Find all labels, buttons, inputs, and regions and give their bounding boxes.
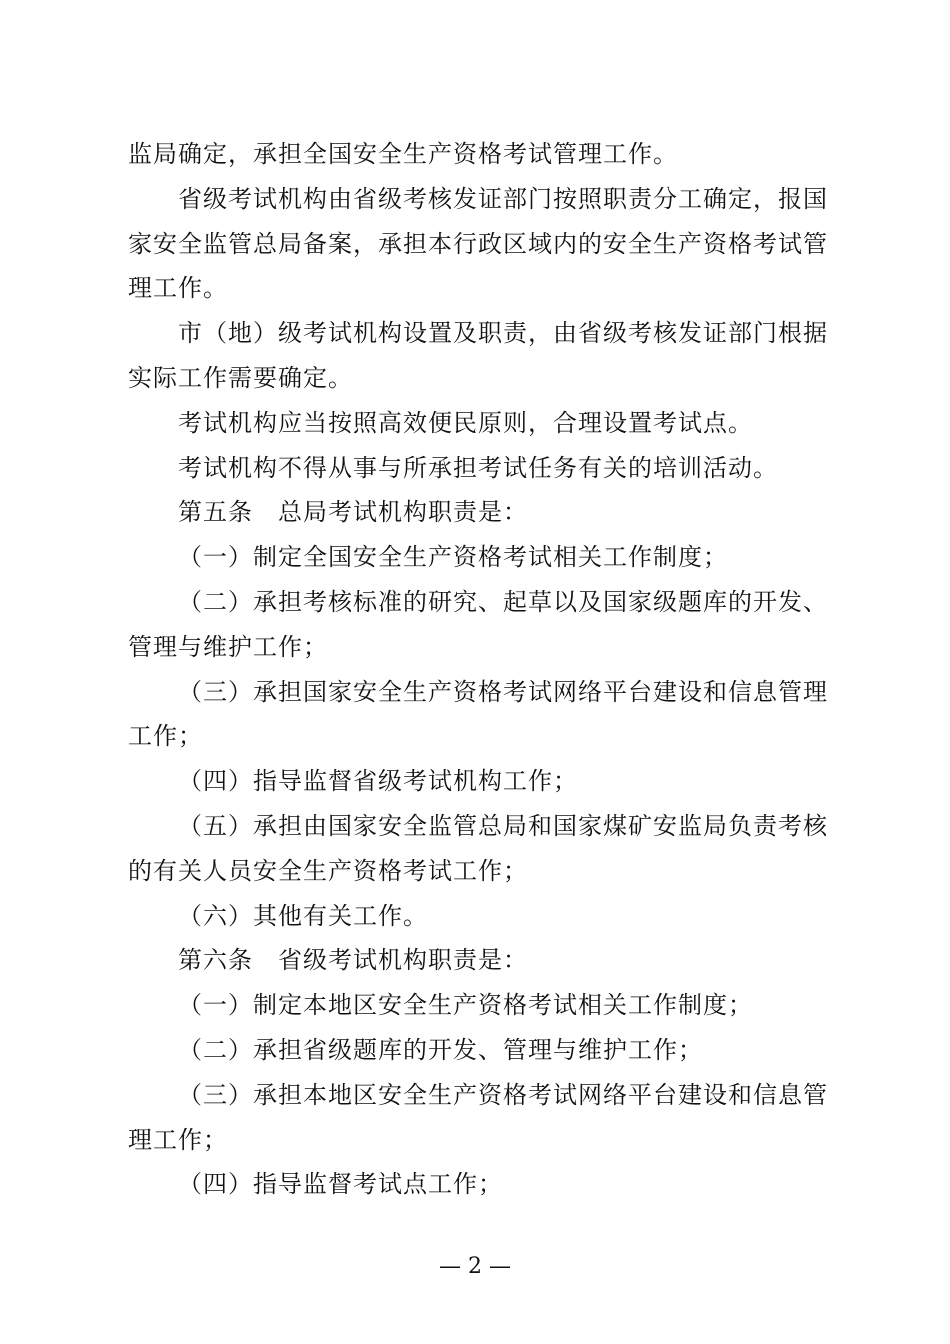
paragraph-3: 市（地）级考试机构设置及职责，由省级考核发证部门根据实际工作需要确定。 — [128, 319, 828, 392]
article-6-item-3: （三）承担本地区安全生产资格考试网络平台建设和信息管理工作； — [128, 1080, 828, 1154]
paragraph-1: 监局确定，承担全国安全生产资格考试管理工作。 — [128, 140, 678, 168]
article-6-item-2: （二）承担省级题库的开发、管理与维护工作； — [178, 1035, 703, 1064]
paragraph-4: 考试机构应当按照高效便民原则，合理设置考试点。 — [178, 408, 753, 437]
body-text — [128, 132, 828, 1207]
article-6-item-4: （四）指导监督考试点工作； — [178, 1170, 503, 1199]
page-number: — 2 — — [439, 1254, 511, 1279]
paragraph-5: 考试机构不得从事与所承担考试任务有关的培训活动。 — [178, 453, 778, 482]
article-5-item-4: （四）指导监督省级考试机构工作； — [178, 767, 578, 796]
article-5-item-5: （五）承担由国家安全监管总局和国家煤矿安监局负责考核的有关人员安全生产资格考试工作； — [128, 811, 828, 885]
paragraph-2: 省级考试机构由省级考核发证部门按照职责分工确定，报国家安全监管总局备案，承担本行政区域内的安全生产资格考试管理工作。 — [128, 184, 828, 303]
article-5-heading: 第五条 总局考试机构职责是： — [178, 498, 528, 527]
article-5-item-3: （三）承担国家安全生产资格考试网络平台建设和信息管理工作； — [128, 677, 828, 751]
article-5-item-1: （一）制定全国安全生产资格考试相关工作制度； — [178, 543, 728, 572]
article-6-item-1: （一）制定本地区安全生产资格考试相关工作制度； — [178, 991, 753, 1020]
article-5-item-2: （二）承担考核标准的研究、起草以及国家级题库的开发、管理与维护工作； — [128, 587, 828, 661]
article-5-item-6: （六）其他有关工作。 — [178, 901, 428, 930]
article-6-heading: 第六条 省级考试机构职责是： — [178, 946, 528, 975]
